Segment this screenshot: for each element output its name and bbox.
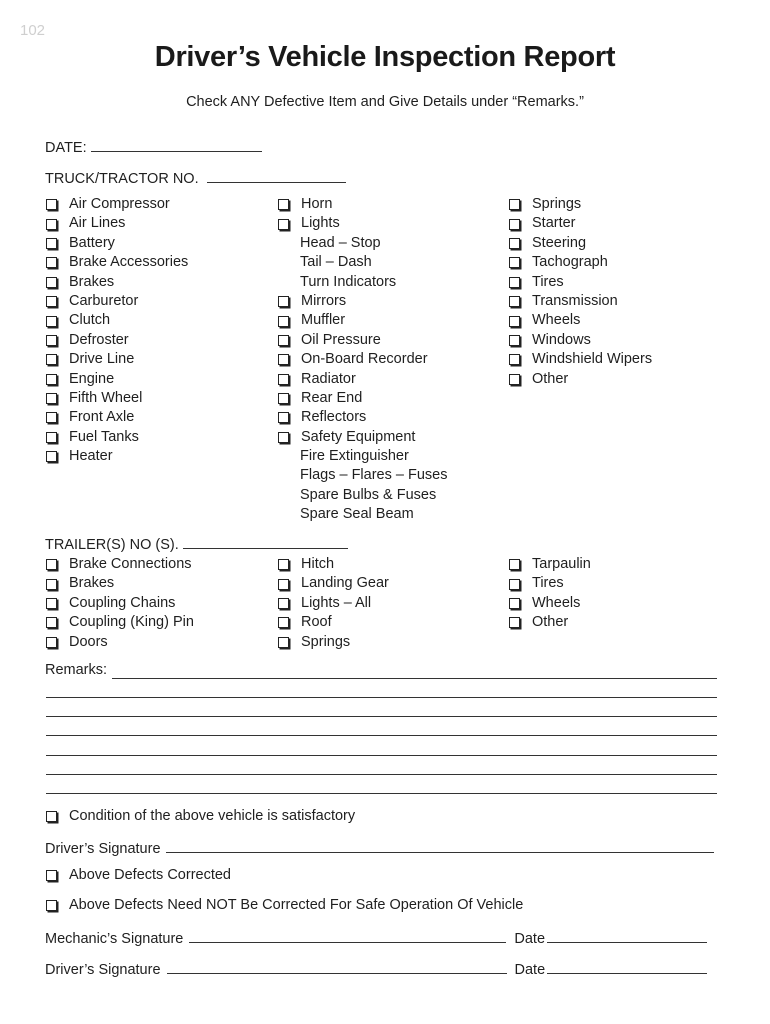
truck-item-safety-equipment[interactable]: [277, 428, 447, 447]
truck-item-label: Transmission: [532, 292, 618, 309]
remarks-line-4[interactable]: [46, 735, 717, 736]
trailer-checkbox-springs[interactable]: [278, 637, 289, 648]
truck-item-label: Mirrors: [301, 292, 347, 309]
truck-item-label: Fifth Wheel: [69, 389, 143, 406]
truck-item-label: Windows: [532, 331, 591, 348]
truck-item-flags-flares-fuses: [277, 466, 447, 485]
trailer-item-label: Hitch: [301, 556, 335, 572]
trailer-field-row: [45, 534, 348, 553]
trailer-item-label: Coupling Chains: [69, 594, 176, 611]
trailer-checkbox-tires[interactable]: [509, 579, 520, 590]
trailer-item-roof[interactable]: [277, 613, 389, 632]
truck-checkbox-air-lines[interactable]: [46, 219, 57, 230]
trailer-item-label: Brake Connections: [69, 556, 192, 572]
truck-checkbox-other[interactable]: [509, 374, 520, 385]
truck-item-clutch[interactable]: [45, 311, 188, 330]
truck-item-tachograph[interactable]: [508, 253, 652, 272]
defects-corrected-row: [45, 867, 231, 883]
trailer-checkbox-coupling-chains[interactable]: [46, 598, 57, 609]
trailer-item-label: Coupling (King) Pin: [69, 614, 194, 631]
condition-satisfactory-row: [45, 808, 355, 824]
trailer-items-column-2: [277, 555, 389, 652]
defects-not-corrected-row: [45, 897, 523, 913]
trailer-number-input-line[interactable]: [183, 534, 348, 549]
truck-item-steering[interactable]: [508, 234, 652, 253]
trailer-item-tires[interactable]: [508, 574, 591, 593]
truck-checkbox-oil-pressure[interactable]: [278, 335, 289, 346]
truck-item-air-compressor[interactable]: [45, 195, 188, 214]
date-field-row: [45, 137, 262, 156]
truck-item-oil-pressure[interactable]: [277, 331, 447, 350]
mechanic-signature-label: Mechanic’s Signature: [45, 931, 184, 947]
truck-item-drive-line[interactable]: [45, 350, 188, 369]
truck-item-reflectors[interactable]: [277, 408, 447, 427]
trailer-item-label: Tarpaulin: [532, 556, 591, 572]
truck-item-label: Oil Pressure: [301, 331, 381, 348]
truck-item-label: Turn Indicators: [300, 273, 397, 290]
truck-item-carburetor[interactable]: [45, 292, 188, 311]
trailer-checkbox-lights-all[interactable]: [278, 598, 289, 609]
truck-checkbox-air-compressor[interactable]: [46, 199, 57, 210]
trailer-item-springs[interactable]: [277, 633, 389, 652]
mechanic-date-label: Date: [514, 931, 546, 947]
trailer-label: TRAILER(S) NO (S).: [45, 537, 179, 553]
trailer-checkbox-coupling-king-pin[interactable]: [46, 617, 57, 628]
truck-item-fuel-tanks[interactable]: [45, 428, 188, 447]
trailer-checkbox-doors[interactable]: [46, 637, 57, 648]
truck-item-on-board-recorder[interactable]: [277, 350, 447, 369]
truck-checkbox-tires[interactable]: [509, 277, 520, 288]
truck-item-battery[interactable]: [45, 234, 188, 253]
remarks-line-5[interactable]: [46, 755, 717, 756]
defects-not-corrected-checkbox[interactable]: [46, 900, 57, 911]
truck-item-label: Air Lines: [69, 215, 126, 232]
trailer-item-coupling-king-pin[interactable]: [45, 613, 194, 632]
trailer-item-brake-connections[interactable]: [45, 555, 194, 574]
defects-not-corrected-label: Above Defects Need NOT Be Corrected For Safe Operation Of Vehicle: [69, 897, 524, 913]
truck-item-label: Other: [532, 370, 569, 387]
truck-items-column-3: [508, 195, 652, 389]
trailer-checkbox-brake-connections[interactable]: [46, 559, 57, 570]
trailer-checkbox-tarpaulin[interactable]: [509, 559, 520, 570]
trailer-item-label: Tires: [532, 575, 564, 592]
defects-corrected-checkbox[interactable]: [46, 870, 57, 881]
trailer-item-landing-gear[interactable]: [277, 574, 389, 593]
truck-item-label: Steering: [532, 234, 587, 251]
truck-item-label: Wheels: [532, 312, 581, 329]
mechanic-date-line[interactable]: [547, 928, 707, 943]
truck-items-column-1: [45, 195, 188, 466]
truck-item-engine[interactable]: [45, 370, 188, 389]
truck-item-label: Clutch: [69, 312, 111, 329]
truck-item-label: Brakes: [69, 273, 115, 290]
trailer-item-tarpaulin[interactable]: [508, 555, 591, 574]
page-title: Driver’s Vehicle Inspection Report: [154, 41, 616, 73]
truck-item-front-axle[interactable]: [45, 408, 188, 427]
truck-item-windows[interactable]: [508, 331, 652, 350]
truck-item-label: Reflectors: [301, 409, 367, 426]
truck-item-horn[interactable]: [277, 195, 447, 214]
trailer-checkbox-wheels[interactable]: [509, 598, 520, 609]
truck-item-label: Front Axle: [69, 409, 135, 426]
truck-item-label: Springs: [532, 196, 582, 212]
truck-checkbox-wheels[interactable]: [509, 316, 520, 327]
truck-item-brakes[interactable]: [45, 273, 188, 292]
truck-item-turn-indicators: [277, 273, 447, 292]
truck-item-other[interactable]: [508, 370, 652, 389]
driver-date-label: Date: [514, 962, 546, 978]
truck-checkbox-lights[interactable]: [278, 219, 289, 230]
truck-checkbox-front-axle[interactable]: [46, 412, 57, 423]
driver-signature-label-2: Driver’s Signature: [45, 962, 161, 978]
date-label: DATE:: [45, 140, 87, 156]
truck-item-label: Engine: [69, 370, 115, 387]
truck-checkbox-reflectors[interactable]: [278, 412, 289, 423]
trailer-checkbox-hitch[interactable]: [278, 559, 289, 570]
truck-item-spare-seal-beam: [277, 505, 447, 524]
truck-item-label: Horn: [301, 196, 333, 212]
truck-item-label: Heater: [69, 448, 113, 465]
truck-checkbox-drive-line[interactable]: [46, 354, 57, 365]
page-number: 102: [20, 22, 46, 39]
truck-item-label: Lights: [301, 215, 340, 232]
truck-item-label: Defroster: [69, 331, 129, 348]
truck-checkbox-springs[interactable]: [509, 199, 520, 210]
truck-item-brake-accessories[interactable]: [45, 253, 188, 272]
truck-checkbox-mirrors[interactable]: [278, 296, 289, 307]
remarks-line-1[interactable]: [112, 678, 717, 679]
truck-item-spare-bulbs-fuses: [277, 486, 447, 505]
truck-item-label: Drive Line: [69, 351, 135, 368]
truck-item-label: Flags – Flares – Fuses: [300, 467, 448, 484]
trailer-item-other[interactable]: [508, 613, 591, 632]
truck-checkbox-defroster[interactable]: [46, 335, 57, 346]
truck-item-label: Tachograph: [532, 254, 608, 271]
trailer-item-label: Doors: [69, 633, 108, 650]
trailer-item-doors[interactable]: [45, 633, 194, 652]
truck-checkbox-rear-end[interactable]: [278, 393, 289, 404]
truck-field-row: [45, 168, 346, 187]
trailer-item-label: Other: [532, 614, 569, 631]
truck-number-input-line[interactable]: [207, 168, 346, 183]
condition-satisfactory-label: Condition of the above vehicle is satisfactory: [69, 808, 356, 824]
truck-item-label: Air Compressor: [69, 196, 170, 212]
trailer-checkbox-brakes[interactable]: [46, 579, 57, 590]
mechanic-signature-row: [45, 928, 707, 947]
truck-item-fifth-wheel[interactable]: [45, 389, 188, 408]
truck-item-label: Safety Equipment: [301, 428, 416, 445]
driver-signature-line[interactable]: [166, 838, 714, 853]
truck-item-label: Windshield Wipers: [532, 351, 653, 368]
truck-item-label: Fuel Tanks: [69, 428, 139, 445]
truck-item-muffler[interactable]: [277, 311, 447, 330]
truck-item-label: Battery: [69, 234, 115, 251]
truck-item-mirrors[interactable]: [277, 292, 447, 311]
page-subtitle: Check ANY Defective Item and Give Details under “Remarks.”: [186, 94, 584, 110]
truck-item-label: Tires: [532, 273, 564, 290]
truck-checkbox-clutch[interactable]: [46, 316, 57, 327]
truck-checkbox-brake-accessories[interactable]: [46, 257, 57, 268]
trailer-item-label: Roof: [301, 614, 332, 631]
truck-checkbox-fifth-wheel[interactable]: [46, 393, 57, 404]
trailer-item-label: Springs: [301, 633, 351, 650]
truck-item-label: Spare Bulbs & Fuses: [300, 486, 437, 503]
truck-checkbox-windshield-wipers[interactable]: [509, 354, 520, 365]
truck-checkbox-safety-equipment[interactable]: [278, 432, 289, 443]
trailer-item-coupling-chains[interactable]: [45, 594, 194, 613]
truck-checkbox-heater[interactable]: [46, 451, 57, 462]
truck-checkbox-carburetor[interactable]: [46, 296, 57, 307]
truck-item-label: Muffler: [301, 312, 346, 329]
driver-signature-line-2[interactable]: [167, 959, 507, 974]
truck-checkbox-starter[interactable]: [509, 219, 520, 230]
mechanic-signature-line[interactable]: [189, 928, 506, 943]
trailer-item-label: Landing Gear: [301, 575, 389, 592]
truck-item-radiator[interactable]: [277, 370, 447, 389]
driver-signature-row: [45, 838, 714, 857]
truck-checkbox-engine[interactable]: [46, 374, 57, 385]
trailer-items-column-1: [45, 555, 194, 652]
trailer-item-label: Wheels: [532, 594, 581, 611]
truck-item-defroster[interactable]: [45, 331, 188, 350]
truck-item-label: On-Board Recorder: [301, 351, 428, 368]
truck-item-lights[interactable]: [277, 214, 447, 233]
truck-checkbox-muffler[interactable]: [278, 316, 289, 327]
truck-checkbox-brakes[interactable]: [46, 277, 57, 288]
truck-item-label: Radiator: [301, 370, 356, 387]
truck-item-label: Spare Seal Beam: [300, 506, 414, 523]
truck-item-label: Head – Stop: [300, 234, 381, 251]
trailer-item-label: Lights – All: [301, 594, 372, 611]
remarks-line-7[interactable]: [46, 793, 717, 794]
truck-item-wheels[interactable]: [508, 311, 652, 330]
truck-item-label: Fire Extinguisher: [300, 448, 409, 465]
truck-item-transmission[interactable]: [508, 292, 652, 311]
truck-item-heater[interactable]: [45, 447, 188, 466]
remarks-label: Remarks:: [45, 662, 108, 678]
truck-checkbox-windows[interactable]: [509, 335, 520, 346]
truck-item-label: Rear End: [301, 389, 363, 406]
truck-checkbox-tachograph[interactable]: [509, 257, 520, 268]
truck-checkbox-on-board-recorder[interactable]: [278, 354, 289, 365]
truck-item-label: Carburetor: [69, 292, 139, 309]
truck-item-air-lines[interactable]: [45, 214, 188, 233]
truck-checkbox-fuel-tanks[interactable]: [46, 432, 57, 443]
truck-item-springs[interactable]: [508, 195, 652, 214]
driver-date-line[interactable]: [547, 959, 707, 974]
truck-checkbox-radiator[interactable]: [278, 374, 289, 385]
trailer-checkbox-landing-gear[interactable]: [278, 579, 289, 590]
truck-item-head-stop: [277, 234, 447, 253]
truck-item-rear-end[interactable]: [277, 389, 447, 408]
trailer-items-column-3: [508, 555, 591, 633]
trailer-item-label: Brakes: [69, 575, 115, 592]
driver-signature-label: Driver’s Signature: [45, 841, 161, 857]
driver-signature-row-2: [45, 959, 707, 978]
truck-item-fire-extinguisher: [277, 447, 447, 466]
truck-item-label: Tail – Dash: [300, 254, 372, 271]
truck-checkbox-battery[interactable]: [46, 238, 57, 249]
trailer-item-wheels[interactable]: [508, 594, 591, 613]
truck-checkbox-horn[interactable]: [278, 199, 289, 210]
truck-item-label: Starter: [532, 215, 576, 232]
truck-item-starter[interactable]: [508, 214, 652, 233]
truck-checkbox-steering[interactable]: [509, 238, 520, 249]
truck-items-column-2: [277, 195, 447, 525]
truck-item-label: Brake Accessories: [69, 254, 189, 271]
truck-item-windshield-wipers[interactable]: [508, 350, 652, 369]
truck-item-tail-dash: [277, 253, 447, 272]
trailer-item-brakes[interactable]: [45, 574, 194, 593]
defects-corrected-label: Above Defects Corrected: [69, 867, 231, 883]
trailer-checkbox-roof[interactable]: [278, 617, 289, 628]
truck-item-tires[interactable]: [508, 273, 652, 292]
truck-label: TRUCK/TRACTOR NO.: [45, 171, 199, 187]
date-input-line[interactable]: [91, 137, 262, 152]
trailer-item-lights-all[interactable]: [277, 594, 389, 613]
truck-checkbox-transmission[interactable]: [509, 296, 520, 307]
remarks-line-3[interactable]: [46, 716, 717, 717]
trailer-item-hitch[interactable]: [277, 555, 389, 574]
remarks-line-2[interactable]: [46, 697, 717, 698]
trailer-checkbox-other[interactable]: [509, 617, 520, 628]
condition-satisfactory-checkbox[interactable]: [46, 811, 57, 822]
remarks-line-6[interactable]: [46, 774, 717, 775]
